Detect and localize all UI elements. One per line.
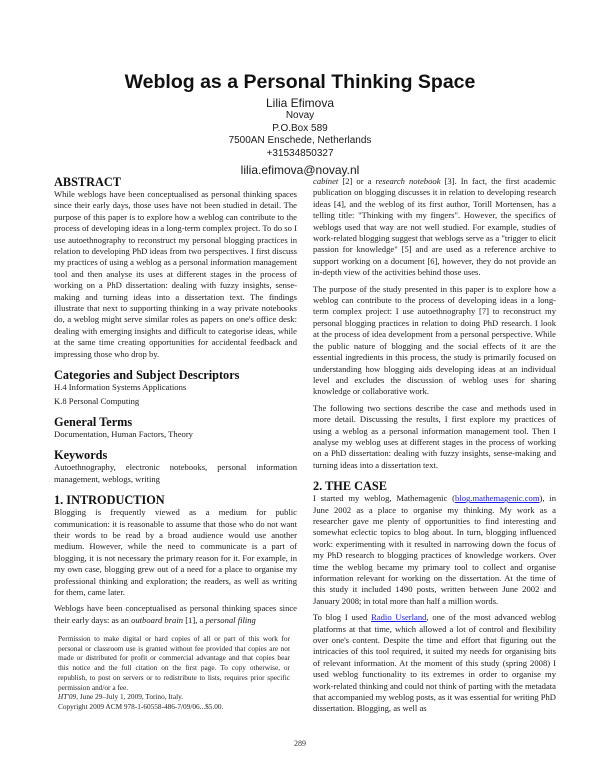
category-item: H.4 Information Systems Applications: [54, 382, 187, 393]
title-block: [0, 70, 600, 178]
body-text: ), in June 2002 as a place to organise my thinking. My work as a researcher gave me plenty of opportunities to find interesting and somewhat eclectic topics to blog about. In turn, blogging influenced work: experimenting with it resulted in narrowing down the focus of my PhD research to blogging practices of knowledge workers. Over time the weblog became my primary tool to collect and organise information relevant for working on the dissertation. At the time of this study it included 1490 posts, written between June 2002 and January 2008; in total more than half a million words.: [313, 493, 556, 606]
keywords-heading: Keywords: [54, 448, 108, 463]
intro-continued-paragraph: [313, 176, 556, 279]
venue-details: , June 29–July 1, 2009, Torino, Italy.: [76, 692, 184, 702]
radio-userland-link[interactable]: Radio Userland: [371, 612, 427, 623]
body-text: To blog I used: [313, 612, 372, 623]
blog-url-link[interactable]: blog.mathemagenic.com: [455, 493, 540, 504]
introduction-heading: 1. INTRODUCTION: [54, 493, 165, 508]
author-email: lilia.efimova@novay.nl: [240, 163, 360, 177]
affiliation-phone: +31534850327: [266, 147, 334, 159]
intro-paragraph-2: [54, 603, 297, 626]
permission-text: Permission to make digital or hard copies of all or part of this work for personal or classroom use is granted without fee provided that copies are not made or distributed for profit or commercial advantage and that copies bear this notice and the full citation on the first page. To copy otherwise, or republish, to post on servers or to redistribute to lists, requires prior specific permission and/or a fee.: [58, 634, 290, 692]
emphasis-text: research notebook: [375, 176, 441, 186]
intro-p2-emphasis: outboard brain: [131, 614, 184, 625]
body-text: , one of the most advanced weblog platforms at that time, which allowed a lot of control and flexibility over one's content. Despite the time and effort that figuring out the intricacies of this tool required, it suited my needs for organising bits of relevant information. At the moment of this study (spring 2008) I used weblog functionality to its extremes in order to organise my work-related thinking and could not think of parting with the metadata that accompanied my weblog posts, as it was essential for writing PhD dissertation. Blogging, as well as: [313, 612, 557, 714]
author-name: Lilia Efimova: [265, 96, 335, 110]
case-paragraph-1: [313, 493, 556, 607]
venue-name: HT'09: [58, 692, 77, 702]
intro-p2-emphasis: personal filing: [205, 614, 256, 625]
keywords-text: Autoethnography, electronic notebooks, personal information management, weblogs, writing: [54, 462, 297, 484]
affiliation-city: 7500AN Enschede, Netherlands: [228, 135, 372, 146]
affiliation-org: Novay: [285, 110, 315, 121]
page-number: 289: [294, 739, 306, 748]
venue-line: [58, 692, 290, 702]
case-heading: 2. THE CASE: [313, 479, 387, 494]
body-text: I started my weblog, Mathemagenic (: [313, 493, 456, 504]
body-text: [2] or a: [338, 176, 376, 186]
paper-title: Weblog as a Personal Thinking Space: [124, 71, 476, 93]
abstract-heading: ABSTRACT: [54, 175, 121, 189]
right-column: [313, 176, 556, 720]
copyright-line: Copyright 2009 ACM 978-1-60558-486-7/09/06...$5.00.: [58, 701, 224, 711]
affiliation-pobox: P.O.Box 589: [272, 122, 328, 134]
general-terms-heading: General Terms: [54, 414, 133, 429]
intro-paragraph-1: Blogging is frequently viewed as a medium for public communication: it is reasonable to assume that those who do not want their words to be read by a broad audience would use another medium. However, while the need to communicate is a part of blogging, it is not necessary the primary reason for it. For example, in my own case, blogging grew out of a need for a place to organise my professional thinking and exploration; the readers, as well as writing for them, came later.: [54, 507, 297, 597]
category-item: K.8 Personal Computing: [54, 395, 140, 406]
intro-p2-text: Weblogs have been conceptualised as personal thinking spaces since their early days: as an: [54, 603, 297, 625]
purpose-paragraph: The purpose of the study presented in this paper is to explore how a weblog can contribute to the process of developing ideas in a long-term complex project: I use autoethnography [7] to reconstruct my personal blogging practices in relation to doing PhD research. I look at the process of idea development from a personal perspective. While the public nature of blogging and the social effects of it are the essential ingredients in this process, the study is primarily focused on understanding how blogging aids developing ideas at an individual level and excludes the discussion of weblog uses for sharing knowledge or collaborative work.: [313, 283, 556, 397]
emphasis-text: cabinet: [313, 176, 339, 186]
left-column: [54, 176, 297, 631]
intro-p2-text: [1], a: [183, 614, 206, 625]
categories-heading: Categories and Subject Descriptors: [54, 368, 240, 383]
abstract-text: While weblogs have been conceptualised as personal thinking spaces since their early days, those uses have not been studied in detail. The purpose of this paper is to explore how a weblog can contribute to the process of developing ideas in a long-term complex project. To do so I use autoethnography to reconstruct my personal blogging practices in relation to developing PhD ideas from two perspectives. I first discuss my practices of using a weblog as a personal information management tool and then analyse its uses at different stages in the process of working on a PhD dissertation: dealing with fuzzy insights, sense-making and turning ideas into a dissertation text. The findings illustrate that next to supporting thinking in a way private notebooks do, a weblog might serve similar roles as papers on one's office desk: dealing with emerging insights and difficult to categorise ideas, while at the same time creating opportunities for accidental feedback and impressing those who drop by.: [54, 189, 297, 359]
structure-paragraph: The following two sections describe the case and methods used in more detail. Discussing the results, I first explore my practices of using a weblog as a personal information management tool. Then I analyse my weblog uses at different stages in the process of working on a PhD dissertation: dealing with fuzzy insights, sense-making and turning ideas into a dissertation text.: [313, 402, 556, 470]
permission-footnote: [58, 634, 290, 712]
body-text: [3]. In fact, the first academic publication on blogging discusses it in relation to developing research ideas [4], and the weblog of its first author, Torill Mortensen, has a telling title: "Thinking with my fingers". However, the specifics of weblogs used that way are not well studied. For example, studies of work-related blogging suggest that weblogs serve as a "trigger to elicit passion for knowledge" [5] and are used as a reference archive to support working on a document [6], however, they do not provide an in-depth view of the activities behind those uses.: [313, 176, 556, 278]
case-paragraph-2: [313, 612, 556, 715]
general-terms-text: Documentation, Human Factors, Theory: [54, 428, 193, 439]
